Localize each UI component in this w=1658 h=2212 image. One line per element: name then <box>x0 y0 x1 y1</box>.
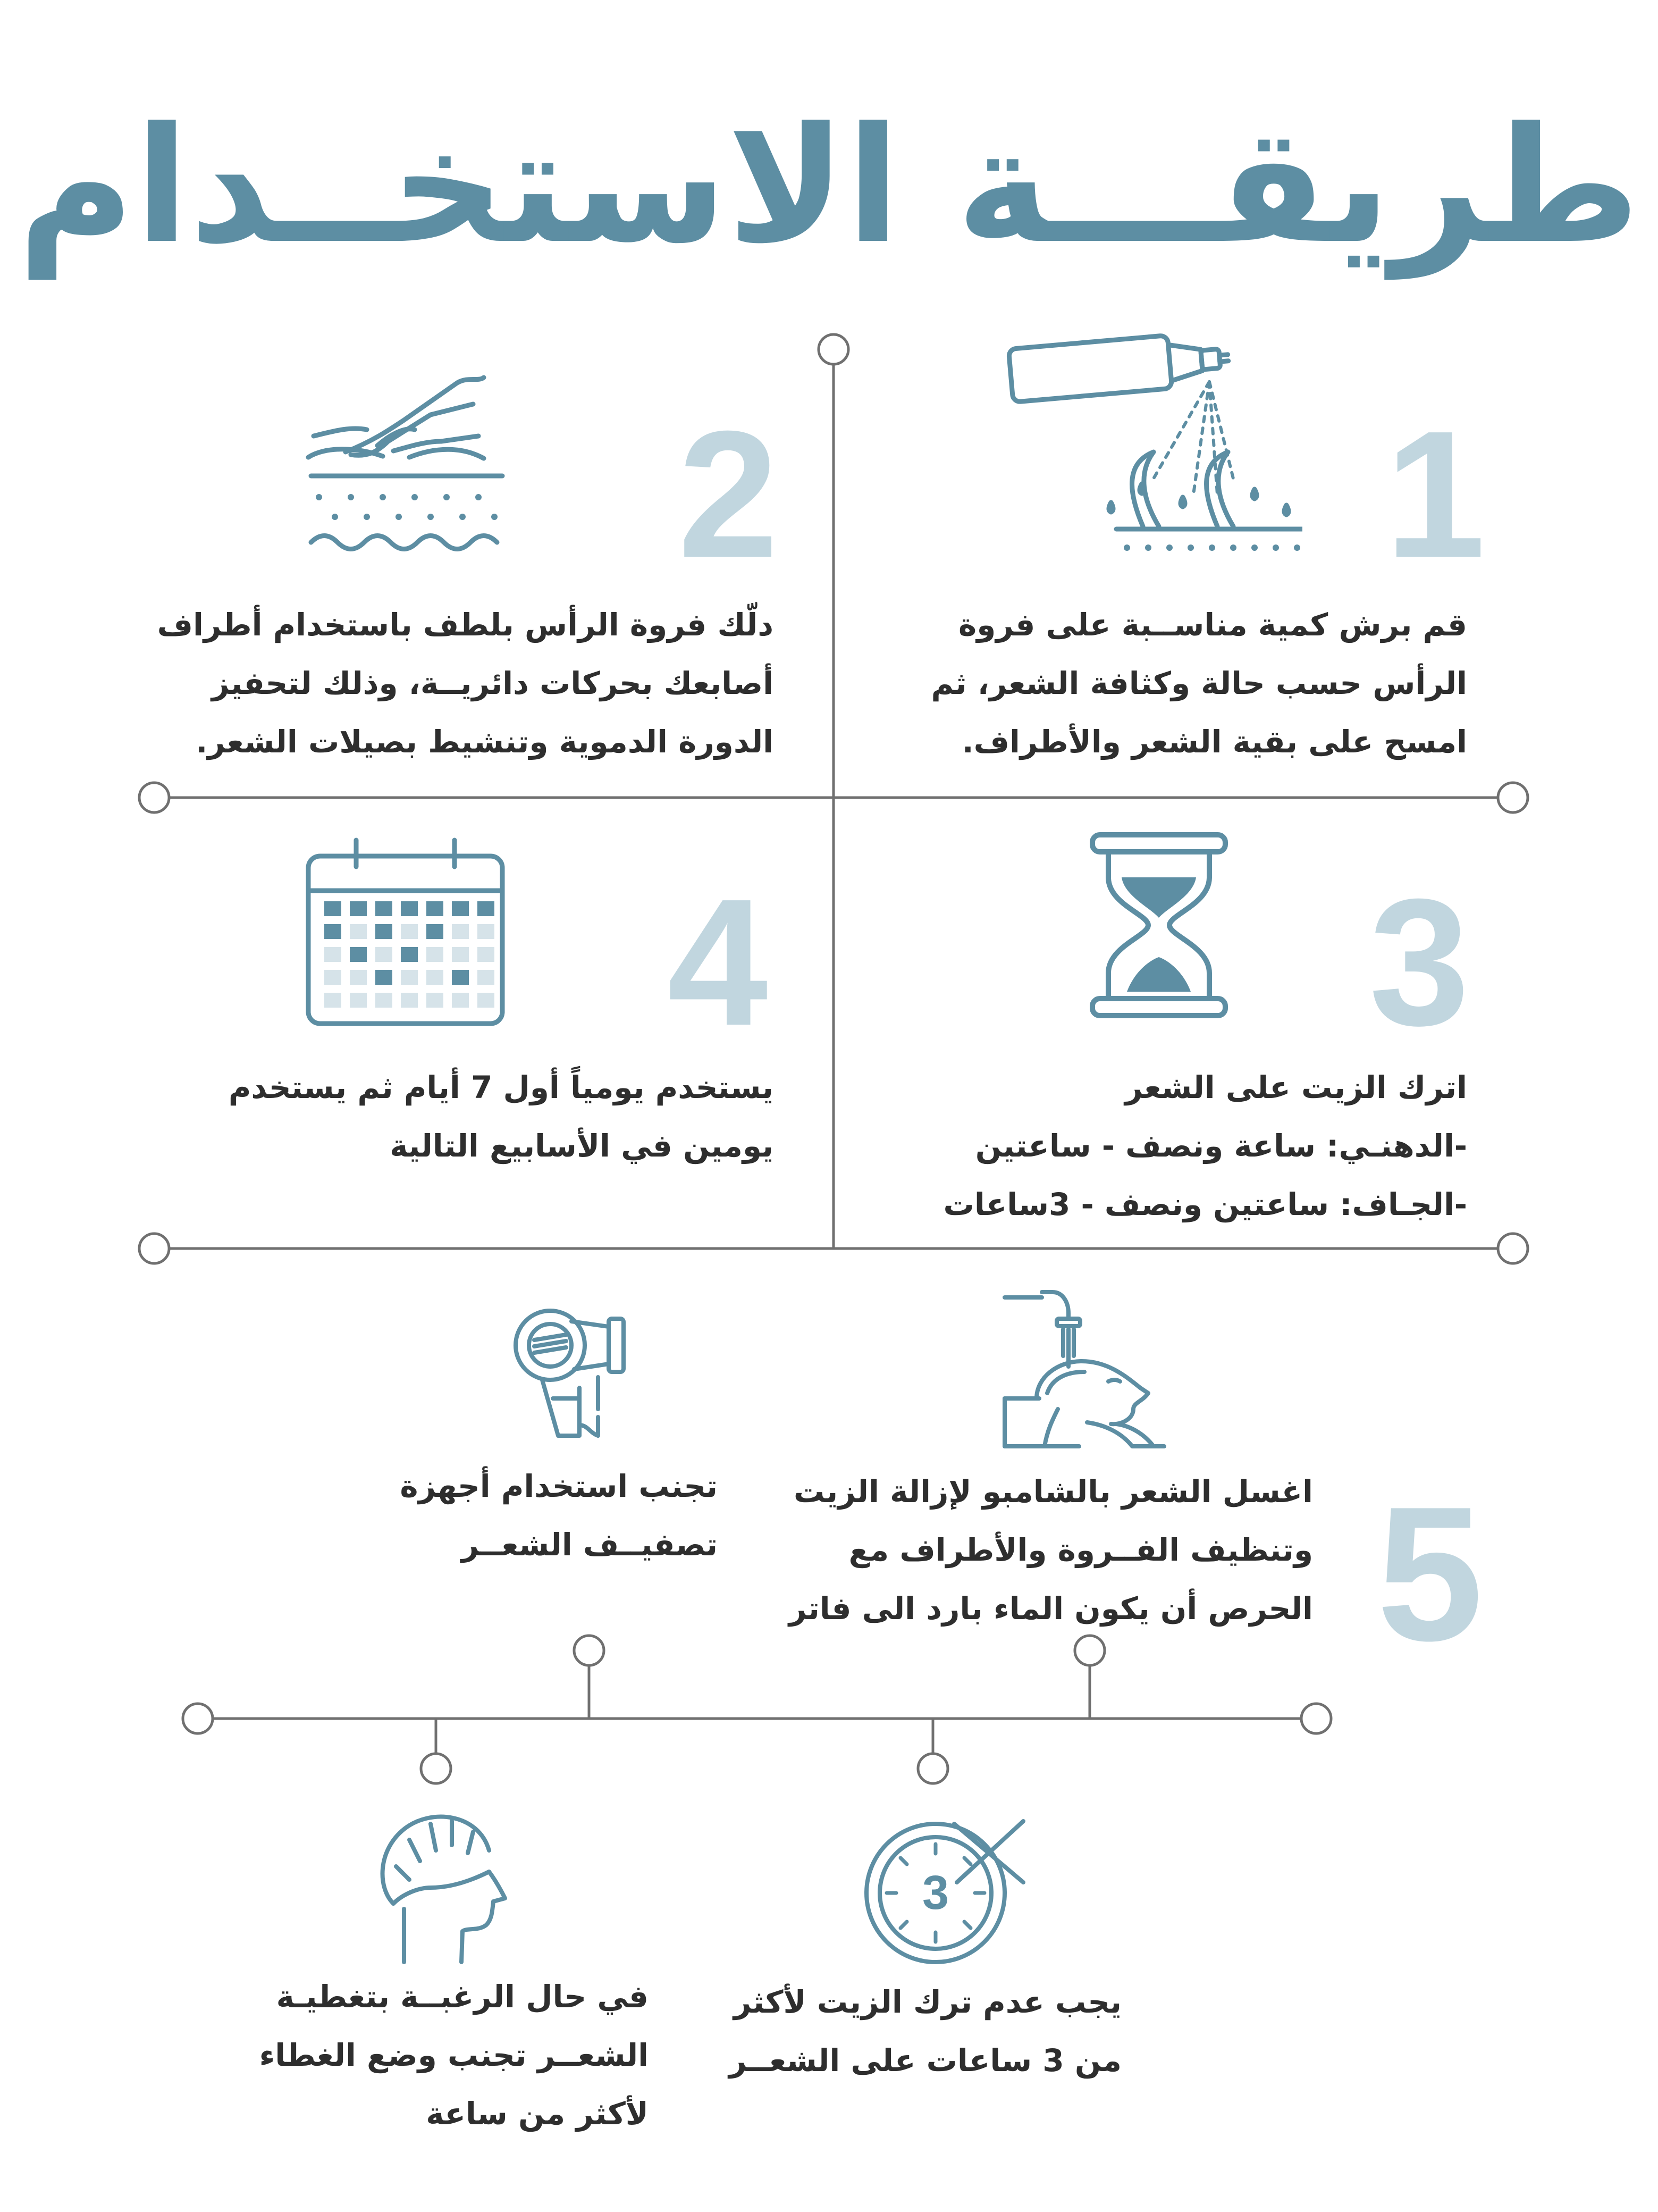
step-3-number: 3 <box>1369 861 1470 1063</box>
step-3-line: اترك الزيت على الشعر <box>1125 1069 1467 1105</box>
tip-cover-line: في حال الرغبــة بتغطيـة <box>276 1979 649 2015</box>
tip-time-line: من 3 ساعات على الشعــر <box>729 2042 1122 2079</box>
step-4-text <box>159 1058 773 1175</box>
step-1-text <box>877 596 1467 771</box>
step-5-text <box>771 1462 1313 1638</box>
tip-cover-text <box>213 1967 649 2143</box>
no-timer-icon <box>861 1813 1031 1967</box>
step-4-line: يومين في الأسابيع التالية <box>390 1128 773 1164</box>
step-3-line: -الدهنـي: ساعة ونصف - ساعتين <box>975 1128 1467 1164</box>
step-1-line: امسح على بقية الشعر والأطراف. <box>962 724 1467 760</box>
tip-dryer-text <box>319 1457 718 1574</box>
step-4-line: يستخدم يومياً أول 7 أيام ثم يستخدم <box>228 1069 773 1105</box>
scalp-massage-icon <box>303 367 510 558</box>
step-5-line: الحرص أن يكون الماء بارد الى فاتر <box>788 1590 1313 1627</box>
step-5-line: وتنظيف الفــروة والأطراف مع <box>848 1532 1313 1568</box>
step-5-line: اغسل الشعر بالشامبو لإزالة الزيت <box>794 1473 1313 1510</box>
step-3-text <box>877 1058 1467 1234</box>
calendar-icon <box>298 835 510 1032</box>
step-5-number: 5 <box>1376 1467 1484 1681</box>
tip-cover-line: الشعــر تجنب وضع الغطاء <box>259 2037 649 2073</box>
hourglass-icon <box>1084 830 1233 1021</box>
hair-wash-icon <box>994 1287 1169 1452</box>
timer-label: 3 <box>922 1866 949 1920</box>
step-2-line: أصابعك بحركات دائريــة، وذلك لتحفيز <box>212 665 773 701</box>
step-2-line: الدورة الدموية وتنشيط بصيلات الشعر. <box>196 724 773 760</box>
tip-time-text <box>718 1973 1122 2090</box>
head-cover-icon <box>372 1808 510 1967</box>
step-1-number: 1 <box>1385 393 1486 596</box>
hair-dryer-icon <box>510 1303 643 1441</box>
tip-dryer-line: تصفيــف الشعــر <box>461 1527 718 1563</box>
tip-cover-line: لأكثر من ساعة <box>426 2096 649 2132</box>
tip-dryer-line: تجنب استخدام أجهزة <box>400 1468 718 1504</box>
step-2-line: دلّك فروة الرأس بلطف باستخدام أطراف <box>157 607 773 643</box>
page-title: طريقـــة الاستخــدام <box>18 93 1640 279</box>
step-1-line: قم برش كمية مناســبة على فروة <box>958 607 1467 643</box>
step-4-number: 4 <box>667 861 768 1063</box>
step-2-text <box>159 596 773 771</box>
step-1-line: الرأس حسب حالة وكثافة الشعر، ثم <box>931 665 1467 701</box>
spray-bottle-icon <box>1005 319 1302 564</box>
tip-time-line: يجب عدم ترك الزيت لأكثر <box>734 1984 1122 2020</box>
step-2-number: 2 <box>678 393 779 596</box>
step-3-line: -الجـاف: ساعتين ونصف - 3ساعات <box>943 1186 1467 1222</box>
